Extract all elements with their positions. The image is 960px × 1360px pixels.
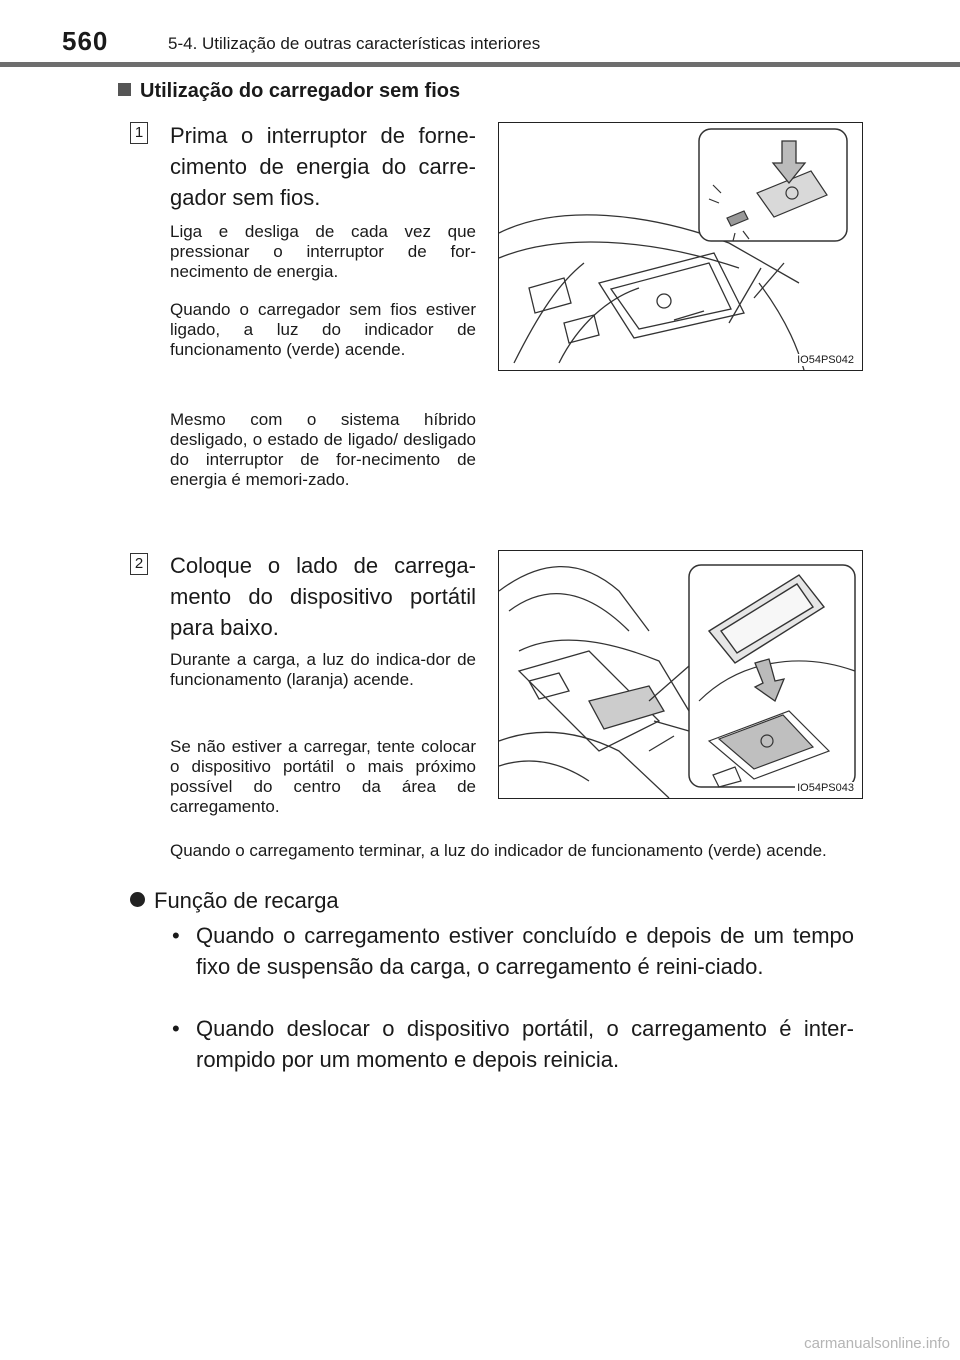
list-item bbox=[172, 920, 854, 1015]
bullet-dot-icon: • bbox=[172, 1016, 180, 1041]
watermark: carmanualsonline.info bbox=[804, 1335, 950, 1352]
console-switch-illustration bbox=[499, 123, 862, 370]
step-1-paragraph-2: Quando o carregador sem fios estiver ligado, a luz do indicador de funcionamento (verde) acende. bbox=[170, 300, 476, 359]
step-1-title: Prima o interruptor de forne-cimento de energia do carre-gador sem fios. bbox=[170, 123, 476, 210]
header-divider bbox=[0, 62, 960, 67]
page-header bbox=[62, 22, 922, 62]
figure-device-placement bbox=[498, 550, 863, 799]
step-2-paragraph-2: Se não estiver a carregar, tente colocar o dispositivo portátil o mais próximo possível do centro da área de carregamento. bbox=[170, 737, 476, 816]
page-number: 560 bbox=[62, 26, 109, 56]
step-2-title: Coloque o lado de carrega-mento do dispositivo portátil para baixo. bbox=[170, 553, 476, 640]
recharge-item-2: Quando deslocar o dispositivo portátil, o carregamento é inter-rompido por um momento e depois reinicia. bbox=[196, 1016, 854, 1072]
step-1-paragraph-3: Mesmo com o sistema híbrido desligado, o estado de ligado/ desligado do interruptor de for-necimento de energia é memori-zado. bbox=[170, 410, 476, 489]
bullet-dot-icon: • bbox=[172, 923, 180, 948]
figure-label-1: IO54PS042 bbox=[797, 354, 854, 366]
recharge-heading-text: Função de recarga bbox=[154, 888, 339, 913]
step-number-1: 1 bbox=[130, 122, 148, 144]
recharge-heading bbox=[130, 888, 339, 914]
step-1-paragraph-1: Liga e desliga de cada vez que pressionar o interruptor de for-necimento de energia. bbox=[170, 222, 476, 281]
chapter-title: 5-4. Utilização de outras características interiores bbox=[168, 34, 541, 53]
figure-charger-switch bbox=[498, 122, 863, 371]
filled-circle-icon bbox=[130, 892, 145, 907]
section-title-text: Utilização do carregador sem fios bbox=[140, 80, 461, 102]
console-device-illustration bbox=[499, 551, 862, 798]
section-title bbox=[118, 80, 460, 103]
recharge-item-1: Quando o carregamento estiver concluído e depois de um tempo fixo de suspensão da carga, o carregamento é reini-ciado. bbox=[196, 923, 854, 979]
charging-complete-note: Quando o carregamento terminar, a luz do indicador de funcionamento (verde) acende. bbox=[170, 841, 827, 860]
step-number-2: 2 bbox=[130, 553, 148, 575]
step-2-paragraph-1: Durante a carga, a luz do indica-dor de funcionamento (laranja) acende. bbox=[170, 650, 476, 689]
figure-label-2: IO54PS043 bbox=[797, 782, 854, 794]
list-item bbox=[172, 1013, 854, 1077]
square-icon bbox=[118, 83, 131, 96]
